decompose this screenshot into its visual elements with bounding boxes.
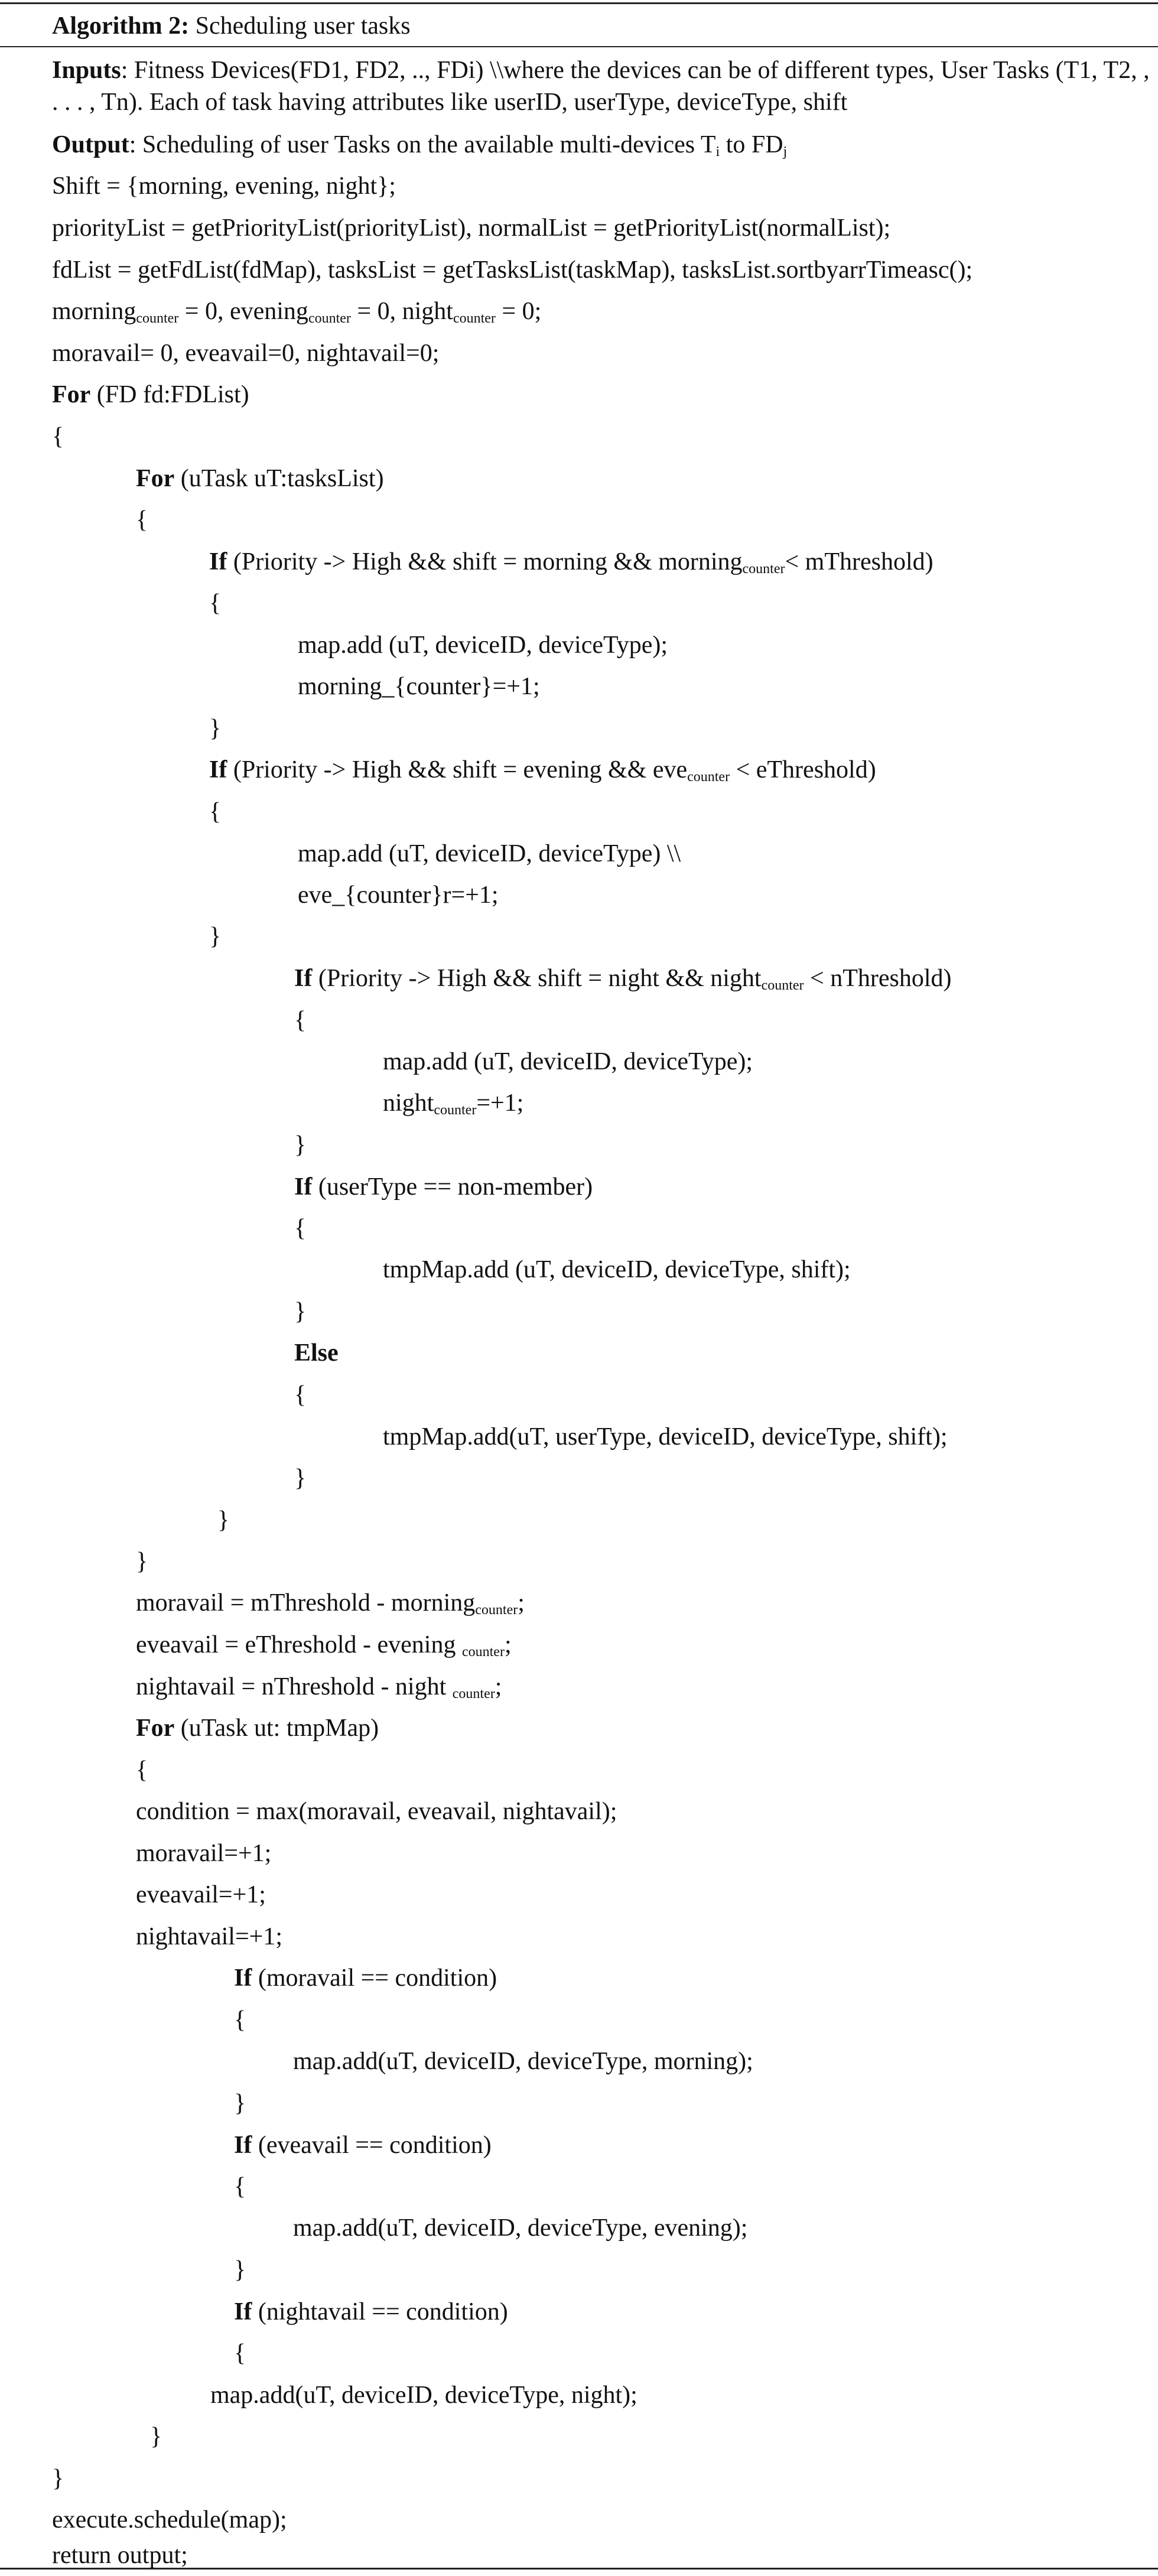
code-line: If (userType == non-member) [294, 1173, 593, 1201]
code-line: eveavail = eThreshold - evening $_{counter}$; [136, 1631, 512, 1660]
code-line: tmpMap.add (uT, deviceID, deviceType, shift); [383, 1256, 851, 1283]
code-line: map.add(uT, deviceID, deviceType, evening); [293, 2214, 748, 2242]
algorithm-label: Algorithm 2: [52, 12, 190, 40]
brace: } [234, 2090, 246, 2117]
code-line: For (uTask ut: tmpMap) [136, 1715, 379, 1742]
brace: { [209, 798, 222, 825]
brace: } [209, 923, 222, 950]
code-line: execute.schedule(map); [52, 2506, 287, 2533]
brace: } [294, 1465, 307, 1492]
code-line: morning$_{counter}$ = 0, evening$_{counter}$ = 0, night$_{counter}$ = 0; [52, 298, 542, 326]
brace: { [136, 506, 148, 534]
header-rule [0, 46, 1158, 47]
top-rule [0, 2, 1158, 4]
code-line: priorityList = getPriorityList(priorityList), normalList = getPriorityList(normalList); [52, 214, 891, 242]
brace: { [294, 1381, 307, 1409]
code-line: If (Priority -> High && shift = night && night$_{counter}$ < nThreshold) [294, 965, 952, 993]
code-line: If (eveavail == condition) [234, 2132, 492, 2159]
code-line: If (nightavail == condition) [234, 2298, 508, 2325]
brace: { [294, 1007, 307, 1034]
code-line: moravail=+1; [136, 1840, 272, 1867]
code-line: nightavail=+1; [136, 1923, 283, 1950]
brace: } [209, 715, 222, 742]
code-line: map.add (uT, deviceID, deviceType); [383, 1048, 753, 1075]
brace: { [209, 590, 222, 617]
brace: { [234, 2340, 246, 2367]
code-line: For (uTask uT:tasksList) [136, 465, 384, 492]
code-line: eveavail=+1; [136, 1881, 266, 1908]
code-line: nightavail = nThreshold - night $_{counter}$; [136, 1673, 502, 1702]
code-line: If (Priority -> High && shift = morning && morning$_{counter}$< mThreshold) [209, 548, 933, 577]
code-line: map.add (uT, deviceID, deviceType) \\ [298, 840, 681, 867]
brace: } [150, 2423, 162, 2450]
output-line: Output: Scheduling of user Tasks on the available multi-devices $T_i$ to $FD_j$ [52, 131, 788, 160]
inputs-line [52, 54, 1156, 118]
code-line: moravail = mThreshold - morning$_{counter}$; [136, 1589, 525, 1618]
brace: } [234, 2256, 246, 2284]
inputs-label: Inputs [52, 57, 121, 84]
code-line: night$_{counter}$=+1; [383, 1089, 524, 1118]
code-line: moravail= 0, eveavail=0, nightavail=0; [52, 340, 440, 367]
brace: } [136, 1548, 148, 1575]
brace: { [234, 2006, 246, 2034]
brace: { [294, 1215, 307, 1242]
code-line: If (Priority -> High && shift = evening && eve$_{counter}$ < eThreshold) [209, 756, 876, 785]
algorithm-title [52, 7, 411, 45]
code-line: eve_{counter}r=+1; [298, 882, 499, 909]
code-line: For (FD fd:FDList) [52, 381, 249, 408]
algorithm-name: Scheduling user tasks [195, 12, 411, 40]
code-line: map.add(uT, deviceID, deviceType, morning); [293, 2048, 753, 2075]
code-line: If (moravail == condition) [234, 1964, 497, 1992]
brace: { [234, 2173, 246, 2200]
brace: } [294, 1298, 307, 1325]
brace: } [294, 1131, 307, 1159]
code-line: Else [294, 1339, 339, 1367]
code-line: map.add(uT, deviceID, deviceType, night); [210, 2382, 637, 2409]
output-label: Output [52, 131, 129, 158]
code-line: return output; [52, 2542, 188, 2569]
inputs-text: : Fitness Devices(FD1, FD2, .., FDi) \\where the devices can be of different types, User Tasks (T1, T2, , . . . , Tn). Each of task having attributes like userID, userType, deviceType, shift [52, 57, 1150, 116]
brace: { [136, 1757, 148, 1784]
brace: } [217, 1507, 230, 1534]
code-line: tmpMap.add(uT, userType, deviceID, deviceType, shift); [383, 1423, 948, 1450]
code-line: condition = max(moravail, eveavail, nightavail); [136, 1798, 617, 1825]
brace: { [52, 423, 64, 450]
brace: } [52, 2465, 64, 2492]
code-line: morning_{counter}=+1; [298, 673, 540, 700]
code-line: map.add (uT, deviceID, deviceType); [298, 632, 668, 659]
code-line: fdList = getFdList(fdMap), tasksList = getTasksList(taskMap), tasksList.sortbyarrTimeasc(); [52, 256, 973, 284]
code-line: Shift = {morning, evening, night}; [52, 173, 396, 200]
